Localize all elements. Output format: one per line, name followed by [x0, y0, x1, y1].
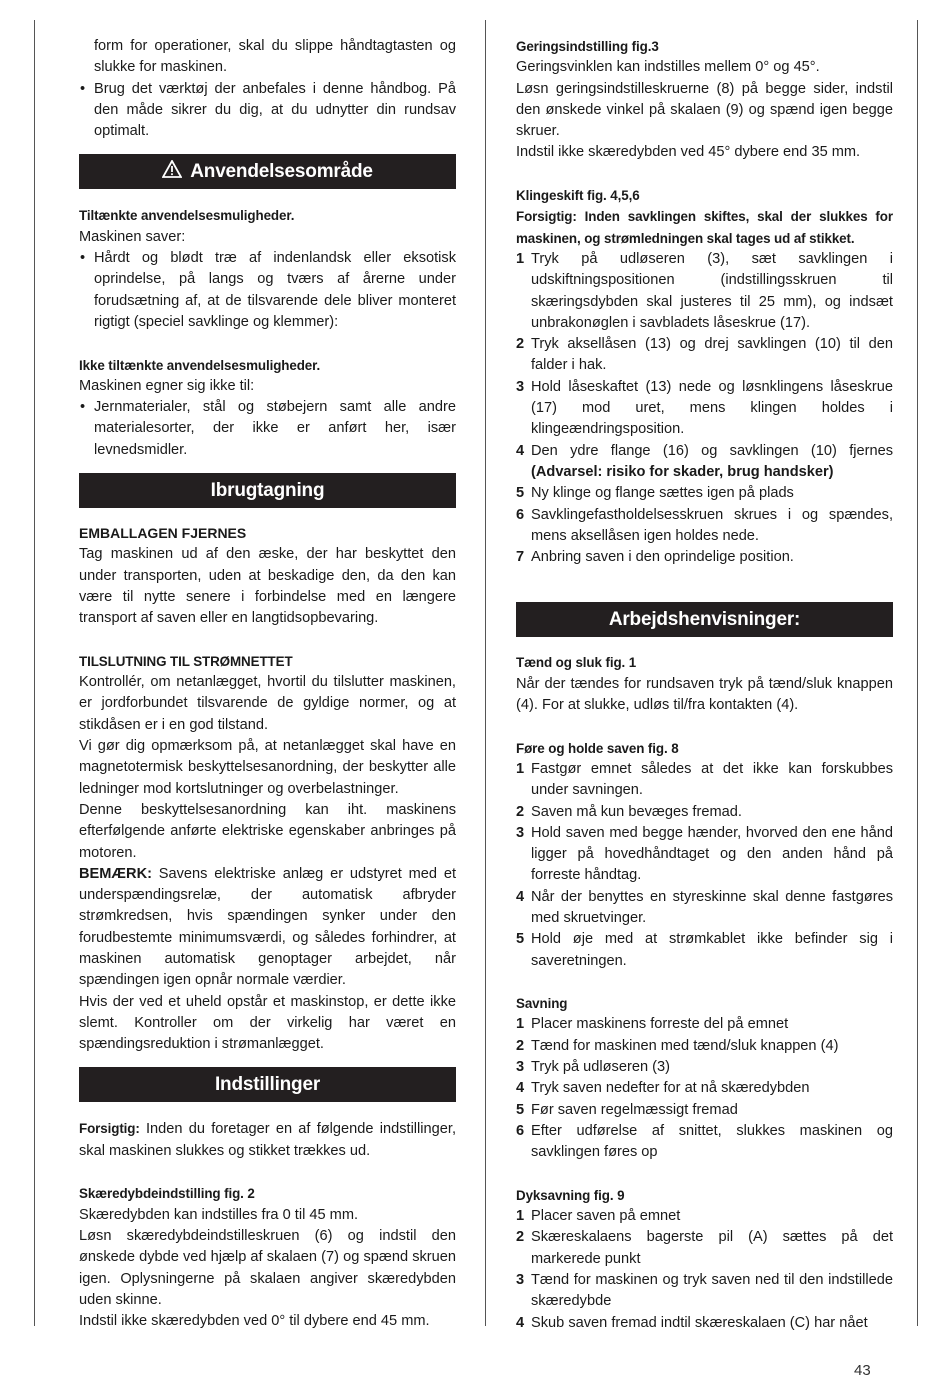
right-margin-rule — [917, 20, 918, 1326]
step-text: Placer maskinens forreste del på emnet — [531, 1016, 789, 1033]
step-text: Tryk på udløseren (3), sæt savklingen i udskiftningspositionen (indstillingsskruen til skæringsdybden skal justeres til 25 mm), og indsæt unbrakonøglen i savbladets låseskrue (17). — [531, 250, 893, 331]
caution-label: Forsigtig: — [79, 1121, 140, 1137]
step-number: 4 — [516, 1080, 525, 1097]
warning-paragraph: Forsigtig: Inden savklingen skiftes, skal der slukkes for maskinen, og strømledningen skal tages ud af stikket. — [516, 209, 893, 246]
plunge-cut-steps — [516, 1206, 893, 1334]
paragraph: Maskinen egner sig ikke til: — [79, 377, 255, 394]
step-number: 2 — [516, 1037, 525, 1054]
section-banner-indstillinger — [79, 1067, 456, 1102]
step-text: Placer saven på emnet — [531, 1208, 681, 1225]
subheading: Tiltænkte anvendelsesmuligheder. — [79, 208, 295, 224]
subheading: Dyksavning fig. 9 — [516, 1187, 625, 1203]
bullet-list — [79, 248, 456, 333]
list-item — [516, 1121, 893, 1164]
step-text: Savklingefastholdelsesskruen skrues i og spændes, mens aksellåsen igen holdes nede. — [531, 506, 893, 544]
step-text: Anbring saven i den oprindelige position. — [531, 549, 794, 566]
section-title: Ibrugtagning — [210, 479, 325, 501]
caution-text: Inden du foretager en af følgende indstillinger, skal maskinen slukkes og stikket trækkes ud. — [79, 1121, 456, 1159]
paragraph: Indstil ikke skæredybden ved 45° dybere end 35 mm. — [516, 144, 861, 161]
paragraph: Når der tændes for rundsaven tryk på tænd/sluk knappen (4). For at slukke, udløs til/fra kontakten (4). — [516, 675, 893, 714]
subheading: Skæredybdeindstilling fig. 2 — [79, 1186, 255, 1202]
step-text: Saven må kun bevæges fremad. — [531, 803, 742, 820]
step-number: 4 — [516, 442, 525, 459]
step-number: 3 — [516, 378, 525, 395]
bullet-text: Hårdt og blødt træ af indenlandsk eller eksotisk oprindelse, på langs og tværs af årerne under forudsætning af, at de tilsvarende dele bliver monteret rigtigt (speciel savklinge og klemmer): — [94, 250, 456, 330]
subheading: Føre og holde saven fig. 8 — [516, 740, 679, 756]
list-item — [516, 802, 893, 823]
list-item — [516, 1057, 893, 1078]
center-column-rule — [485, 20, 486, 1326]
paragraph — [79, 1118, 456, 1162]
step-number: 2 — [516, 803, 525, 820]
step-number: 1 — [516, 760, 525, 777]
paragraph: Indstil ikke skæredybden ved 0° til dybere end 45 mm. — [79, 1313, 430, 1330]
paragraph: Geringsvinklen kan indstilles mellem 0° og 45°. — [516, 59, 820, 76]
list-item — [516, 377, 893, 441]
step-text: Tænd for maskinen med tænd/sluk knappen (4) — [531, 1037, 839, 1054]
step-text: Tryk aksellåsen (13) og drej savklingen (10) til den falder i hak. — [531, 336, 893, 374]
list-item — [516, 759, 893, 802]
step-warning: (Advarsel: risiko for skader, brug handsker) — [531, 463, 834, 480]
step-text: Den ydre flange (16) og savklingen (10) fjernes — [531, 442, 893, 459]
list-item — [516, 1227, 893, 1270]
right-column — [516, 36, 893, 1334]
step-text: Fastgør emnet således at det ikke kan forskubbes under savningen. — [531, 760, 893, 799]
list-item — [79, 36, 456, 79]
subheading: Tænd og sluk fig. 1 — [516, 655, 637, 671]
section-banner-arbejdshenvisninger — [516, 602, 893, 637]
step-number: 5 — [516, 931, 525, 948]
list-item — [516, 823, 893, 887]
paragraph: Løsn skæredybdeindstilleskruen (6) og indstil den ønskede dybde ved hjælp af skalaen (7) og spænd skruen igen. Oplysningerne på skalaen angiver skæredybden uden skinne. — [79, 1227, 456, 1308]
paragraph: Hvis der ved et uheld opstår et maskinstop, er dette ikke slemt. Kontroller om der virkelig har været en spændingsreduktion i strømanlægget. — [79, 993, 456, 1053]
list-item — [516, 483, 893, 504]
subheading: Ikke tiltænkte anvendelsesmuligheder. — [79, 357, 321, 373]
subheading: Klingeskift fig. 4,5,6 — [516, 188, 640, 204]
list-item — [516, 1206, 893, 1227]
blade-change-steps — [516, 249, 893, 568]
step-text: Skæreskalaens bagerste pil (A) sættes på det markerede punkt — [531, 1229, 893, 1267]
step-number: 1 — [516, 1016, 525, 1033]
list-item — [516, 887, 893, 930]
step-number: 3 — [516, 1272, 525, 1289]
paragraph: Kontrollér, om netanlægget, hvortil du tilslutter maskinen, er jordforbundet tilsvarende de gyldige normer, og at stikdåsen er i en god tilstand. — [79, 674, 456, 733]
left-column — [79, 36, 456, 1332]
step-text: Hold låseskaftet (13) nede og løsnklingens låseskrue (17) mod uret, mens klingen holdes i klingeændringsposition. — [531, 378, 893, 438]
step-text: Ny klinge og flange sættes igen på plads — [531, 485, 794, 502]
list-item — [516, 1078, 893, 1099]
paragraph: Tag maskinen ud af den æske, der har beskyttet den under transporten, uden at beskadige den, da den kan være til nytte senere i forbindelse med en længere transport af saven eller en langtidsopbevaring. — [79, 546, 456, 627]
list-item — [516, 1100, 893, 1121]
step-number: 1 — [516, 250, 525, 267]
note-text: Savens elektriske anlæg er udstyret med et underspændingsrelæ, der automatisk afbryder strømkredsen, hvis spændingen synker under den forudbestemte minimumsværdi, og således forhindrer, at maskinen automatisk genoptager arbejdet, når spændingen igen opnår normale værdier. — [79, 865, 456, 989]
list-item — [516, 929, 893, 972]
list-item — [516, 505, 893, 548]
step-text: Når der benyttes en styreskinne skal denne fastgøres med skruetvinger. — [531, 888, 893, 926]
subheading: Savning — [516, 996, 568, 1012]
list-item — [79, 397, 456, 461]
bullet-text: Brug det værktøj der anbefales i denne håndbog. På den måde sikrer du dig, at du udnytter din rundsav optimalt. — [94, 80, 456, 140]
list-item — [516, 334, 893, 377]
list-item — [516, 1014, 893, 1035]
step-number: 1 — [516, 1208, 525, 1225]
list-item — [79, 248, 456, 333]
left-margin-rule — [34, 20, 35, 1326]
step-text: Hold øje med at strømkablet ikke befinder sig i saveretningen. — [531, 931, 893, 969]
paragraph — [79, 864, 456, 992]
step-number: 3 — [516, 1059, 525, 1076]
step-number: 6 — [516, 1122, 525, 1139]
section-banner-anvendelsesomraade — [79, 154, 456, 189]
section-title: Anvendelsesområde — [190, 161, 373, 183]
paragraph: Skæredybden kan indstilles fra 0 til 45 mm. — [79, 1206, 359, 1223]
step-number: 7 — [516, 549, 525, 566]
section-banner-ibrugtagning — [79, 473, 456, 508]
list-item — [516, 1036, 893, 1057]
bullet-text: Jernmaterialer, stål og støbejern samt alle andre materialesorter, der ikke er anført her, især levnedsmidler. — [94, 399, 456, 458]
step-text: Tryk saven nedefter for at nå skæredybden — [531, 1080, 810, 1097]
page-number: 43 — [854, 1362, 871, 1379]
list-item — [516, 249, 893, 334]
bullet-list — [79, 397, 456, 461]
step-text: Tryk på udløseren (3) — [531, 1059, 670, 1076]
step-number: 3 — [516, 824, 525, 841]
list-item — [516, 1270, 893, 1313]
step-text: Tænd for maskinen og tryk saven ned til den indstillede skæredybde — [531, 1272, 893, 1310]
paragraph: Vi gør dig opmærksom på, at netanlægget skal have en magnetotermisk beskyttelsesanordning, der beskytter alle ledninger mod kortslutninger og overbelastninger. — [79, 738, 456, 797]
list-item — [79, 79, 456, 143]
step-text: Hold saven med begge hænder, hvorved den ene hånd ligger på hovedhåndtaget og den anden hånd på forreste håndtag. — [531, 824, 893, 884]
list-item — [516, 547, 893, 568]
paragraph: Løsn geringsindstilleskruerne (8) på begge sider, indstil den ønskede vinkel på skalaen (9) og spænd igen begge skruer. — [516, 80, 893, 140]
paragraph: Denne beskyttelsesanordning kan iht. maskinens efterfølgende anførte elektriske egenskaber anbringes på motoren. — [79, 801, 456, 861]
bullet-text: form for operationer, skal du slippe håndtagtasten og slukke for maskinen. — [94, 38, 456, 76]
step-number: 2 — [516, 1229, 525, 1246]
subheading: TILSLUTNING TIL STRØMNETTET — [79, 653, 293, 669]
step-text: Efter udførelse af snittet, slukkes maskinen og savklingen føres op — [531, 1122, 893, 1161]
step-text: Skub saven fremad indtil skæreskalaen (C) har nået — [531, 1314, 868, 1331]
step-number: 4 — [516, 888, 525, 905]
sawing-steps — [516, 1014, 893, 1163]
step-text: Før saven regelmæssigt fremad — [531, 1101, 738, 1118]
step-number: 5 — [516, 1101, 525, 1118]
subheading: EMBALLAGEN FJERNES — [79, 525, 247, 542]
subheading: Geringsindstilling fig.3 — [516, 39, 659, 54]
step-number: 4 — [516, 1314, 525, 1331]
step-number: 2 — [516, 336, 525, 353]
note-label: BEMÆRK: — [79, 865, 152, 882]
step-number: 6 — [516, 506, 525, 523]
section-title: Indstillinger — [214, 1074, 321, 1096]
section-title: Arbejdshenvisninger: — [608, 609, 801, 631]
list-item — [516, 1313, 893, 1334]
guide-hold-steps — [516, 759, 893, 972]
warning-triangle-icon — [162, 160, 182, 183]
list-item — [516, 441, 893, 484]
paragraph: Maskinen saver: — [79, 228, 186, 245]
intro-bullets — [79, 36, 456, 142]
step-number: 5 — [516, 485, 525, 502]
